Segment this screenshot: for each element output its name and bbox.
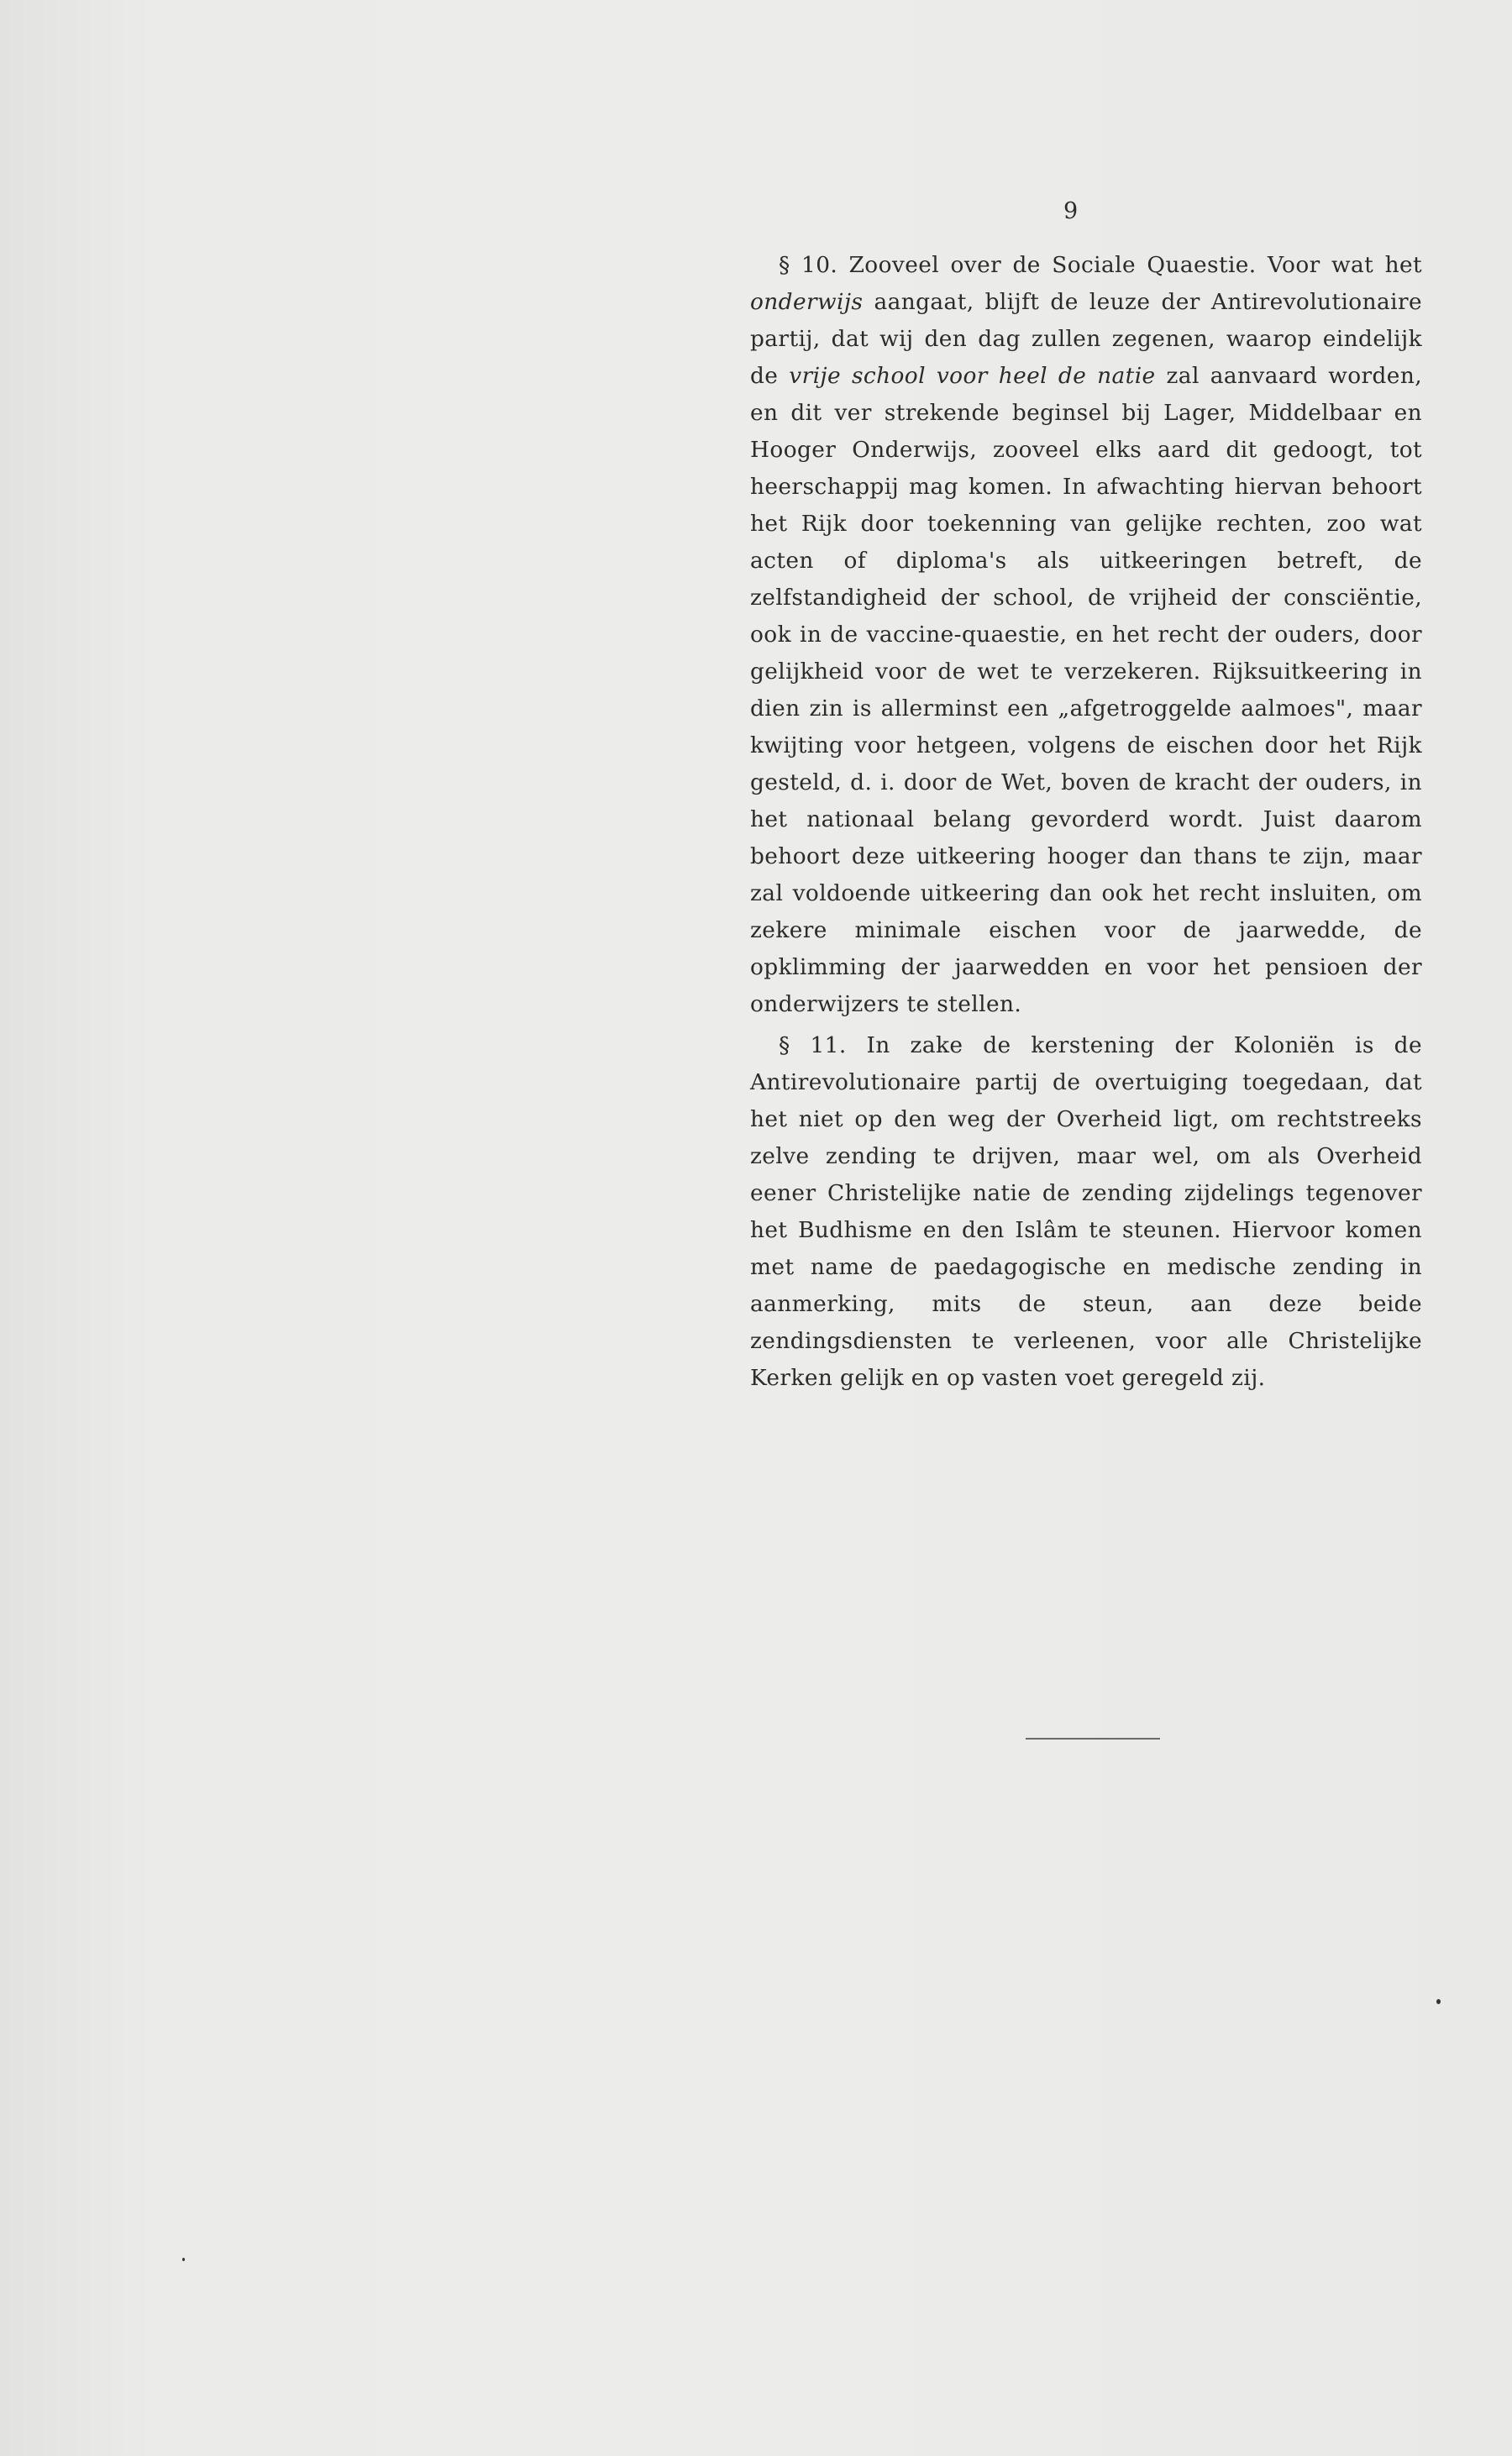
paragraph-section-11	[750, 1027, 1422, 1397]
paper-speck	[182, 2258, 185, 2261]
text-segment: aangaat, blijft de leuze der Antirevolutionaire partij, dat wij den dag zullen zegenen, waarop eindelijk de	[750, 289, 1422, 389]
text-segment: § 11. In zake de kerstening der Koloniën is de Antirevolutionaire partij de overtuiging toegedaan, dat het niet op den weg der Overheid ligt, om rechtstreeks zelve zending te drijven, maar wel, om als Overheid eener Christelijke natie de zending zijdelings tegenover het Budhisme en den Islâm te steunen. Hiervoor komen met name de paedagogische en medische zending in aanmerking, mits de steun, aan deze beide zendingsdiensten te verleenen, voor alle Christelijke Kerken gelijk en op vasten voet geregeld zij.	[750, 1032, 1422, 1391]
paragraph-text	[750, 247, 1422, 1023]
text-segment: § 10. Zooveel over de Sociale Quaestie. Voor wat het	[779, 252, 1422, 278]
text-segment-italic: vrije school voor heel de natie	[789, 363, 1156, 389]
section-divider	[1026, 1738, 1160, 1740]
text-segment-italic: onderwijs	[750, 289, 864, 315]
paragraph-section-10	[750, 247, 1422, 1023]
page-number: 9	[1063, 198, 1079, 224]
text-segment: zal aanvaard worden, en dit ver strekende beginsel bij Lager, Middelbaar en Hooger Onderwijs, zooveel elks aard dit gedoogt, tot heerschappij mag komen. In afwachting hiervan behoort het Rijk door toekenning van gelijke rechten, zoo wat acten of diploma's als uitkeeringen betreft, de zelfstandigheid der school, de vrijheid der consciëntie, ook in de vaccine-quaestie, en het recht der ouders, door gelijkheid voor de wet te verzekeren. Rijksuitkeering in dien zin is allerminst een „afgetroggelde aalmoes", maar kwijting voor hetgeen, volgens de eischen door het Rijk gesteld, d. i. door de Wet, boven de kracht der ouders, in het nationaal belang gevorderd wordt. Juist daarom behoort deze uitkeering hooger dan thans te zijn, maar zal voldoende uitkeering dan ook het recht insluiten, om zekere minimale eischen voor de jaarwedde, de opklimming der jaarwedden en voor het pensioen der onderwijzers te stellen.	[750, 363, 1423, 1017]
paper-speck	[1436, 1999, 1441, 2004]
paragraph-text	[750, 1027, 1422, 1397]
